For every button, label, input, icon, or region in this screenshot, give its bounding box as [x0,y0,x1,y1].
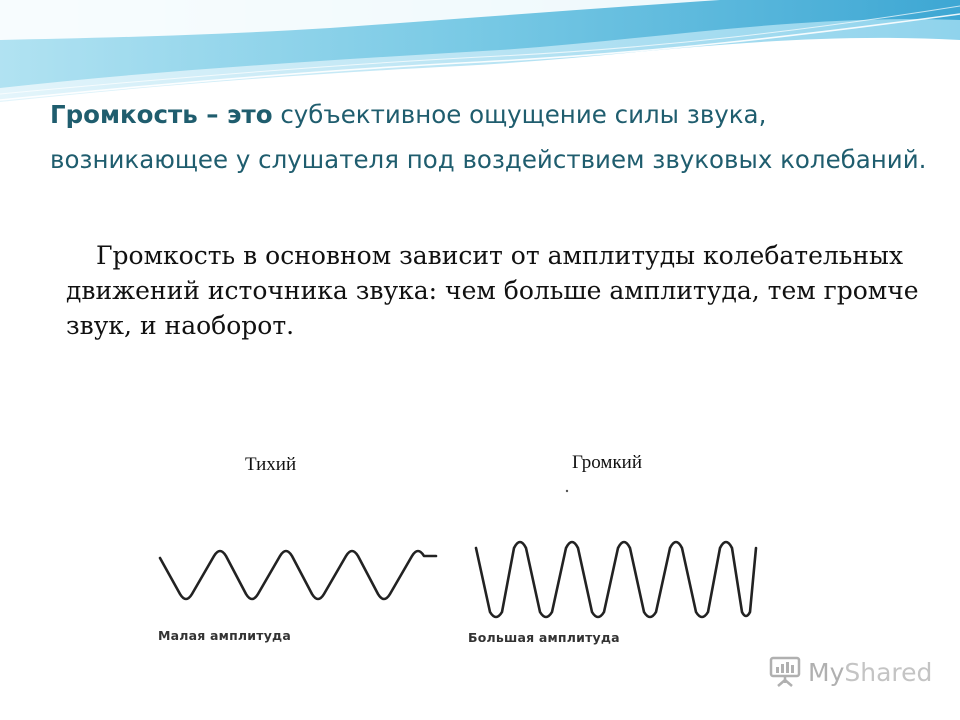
definition-term: Громкость – это [50,100,273,129]
stray-dot [566,490,568,492]
large-amplitude-wave [476,542,756,617]
presentation-board-icon [768,655,802,689]
small-amplitude-wave [160,551,436,599]
quiet-caption: Тихий [245,454,297,475]
watermark [768,655,932,689]
explanation-paragraph: Громкость в основном зависит от амплитуды колебательных движений источника звука: чем больше амплитуда, тем громче звук, и наоборот. [66,241,919,340]
definition-text: субъективное ощущение силы звука, возникающее у слушателя под воздействием звуковых колебаний. [50,100,927,174]
watermark-brand-part2: Shared [844,657,933,687]
loud-caption: Громкий [572,452,643,473]
large-amplitude-label: Большая амплитуда [468,630,620,645]
small-amplitude-label: Малая амплитуда [158,628,291,643]
watermark-brand-part1: My [808,657,845,687]
watermark-brand [808,658,932,687]
